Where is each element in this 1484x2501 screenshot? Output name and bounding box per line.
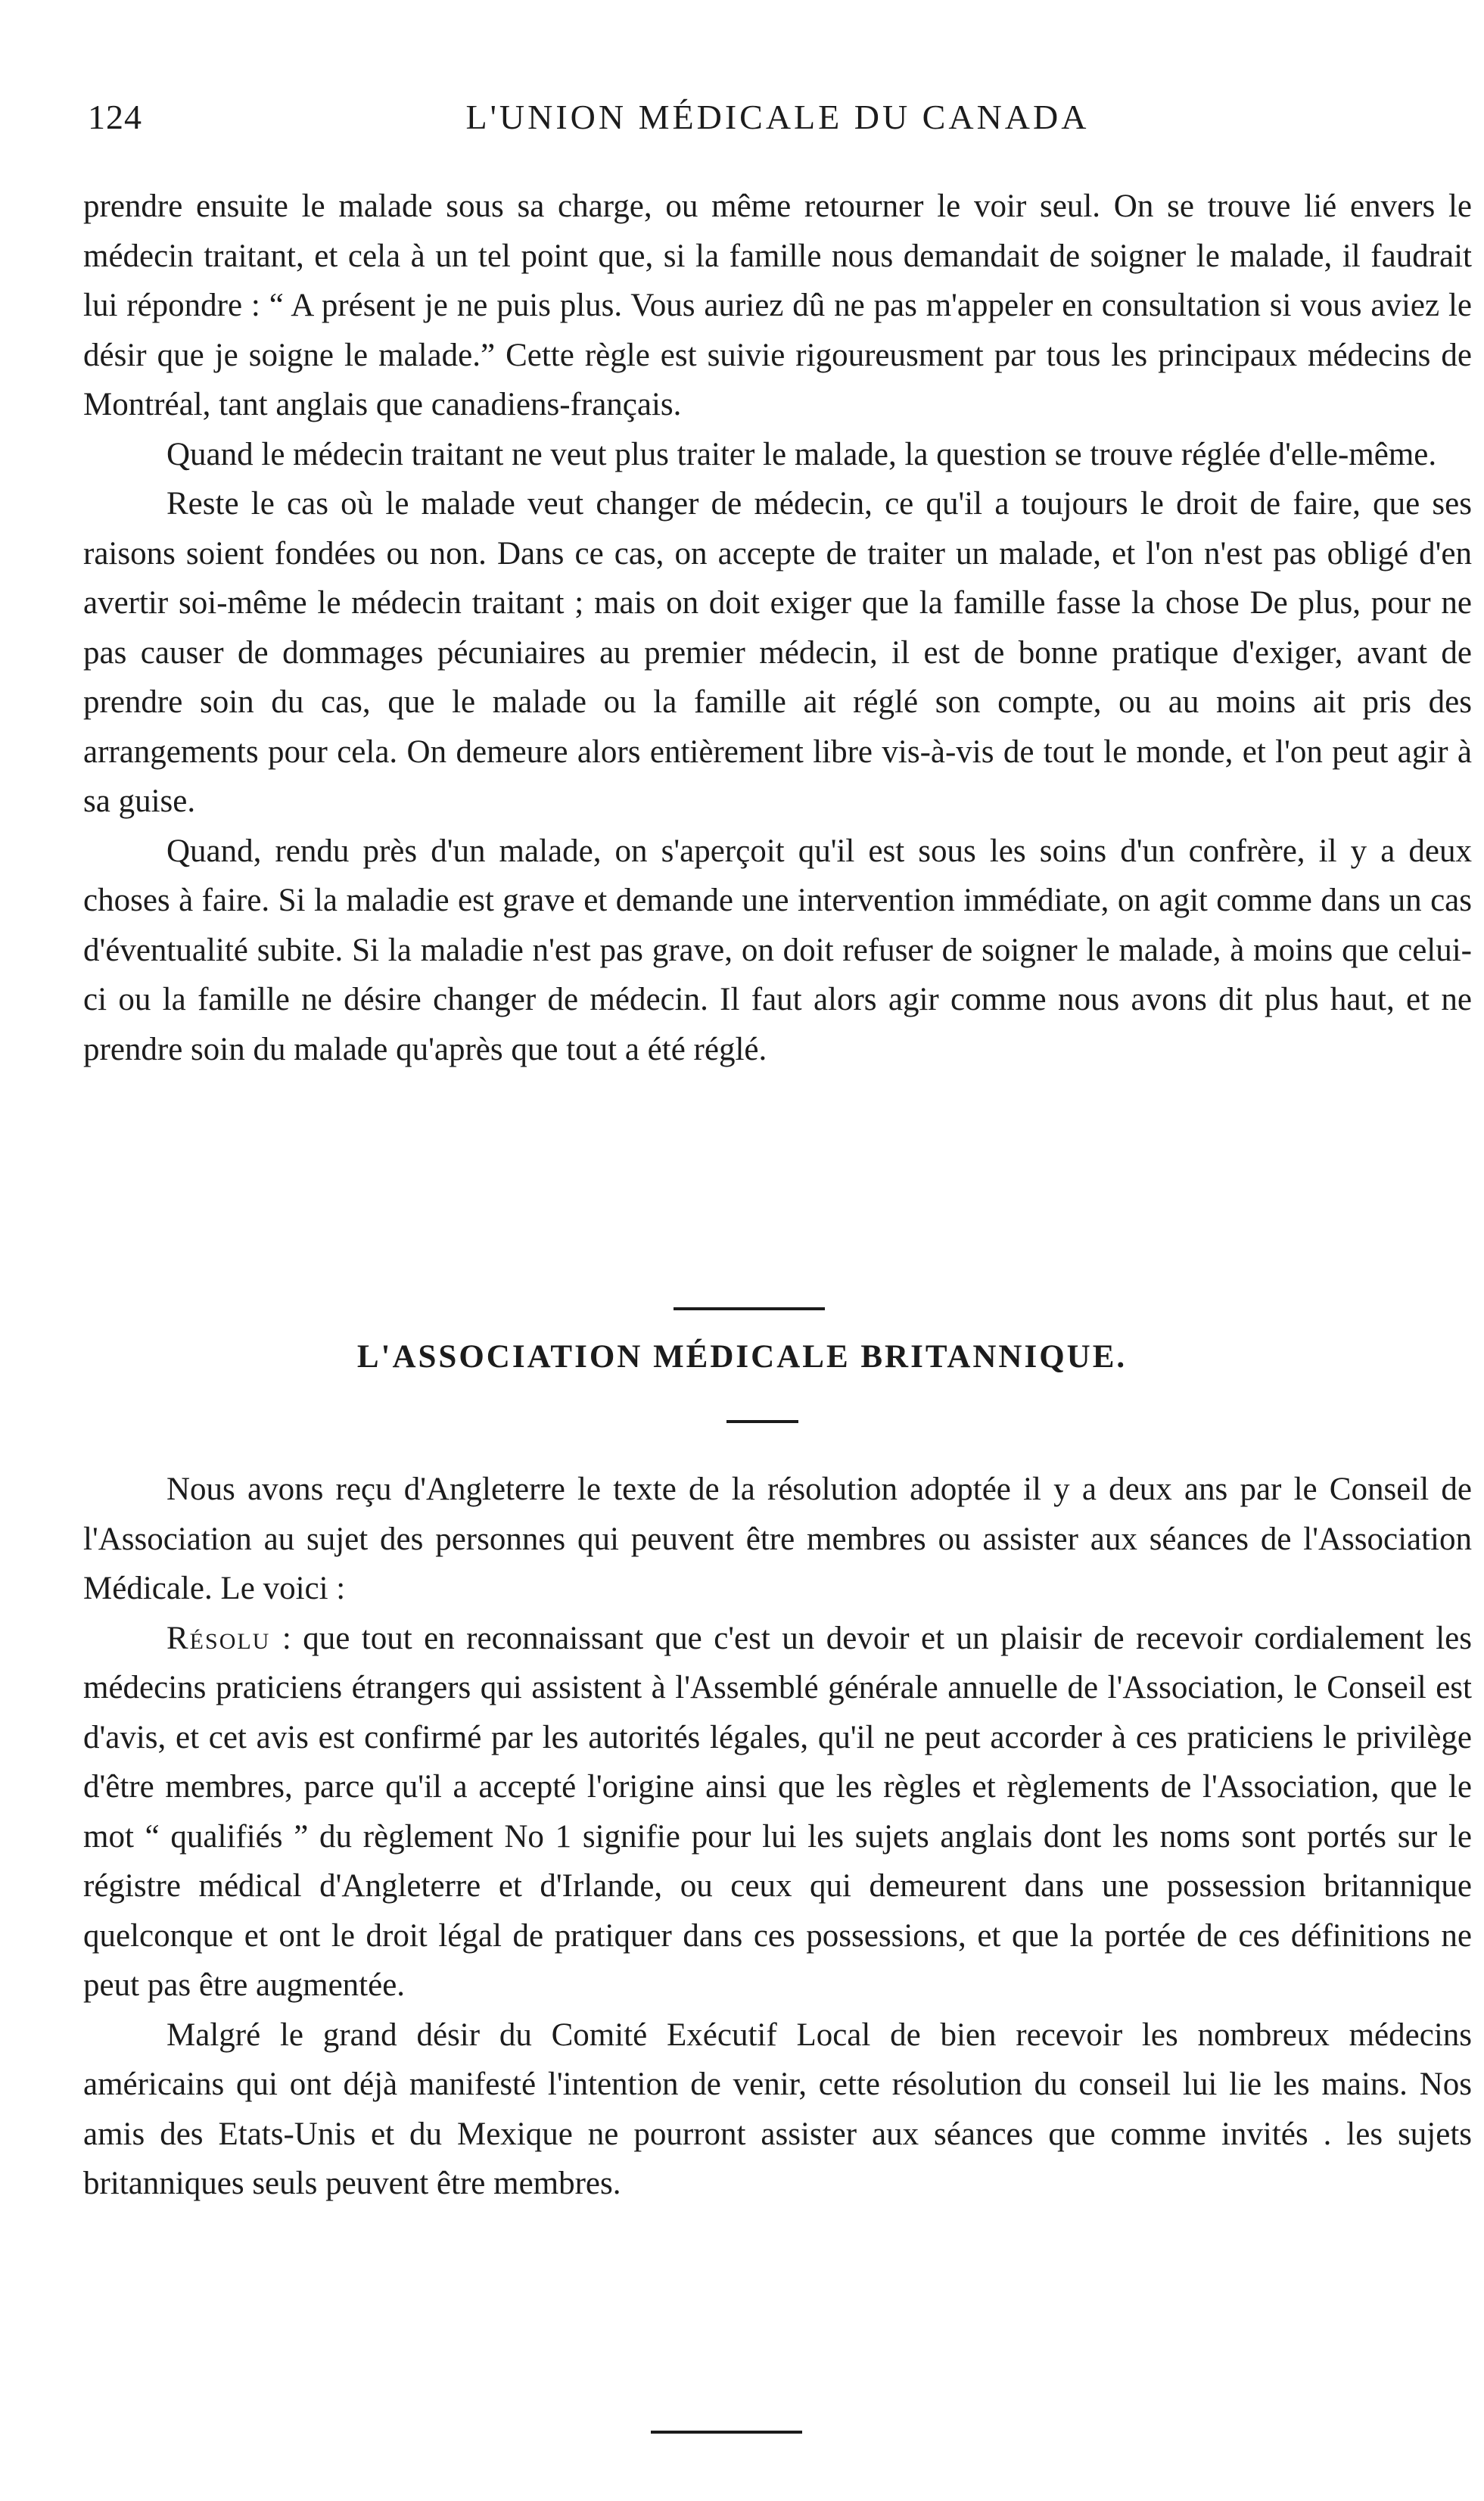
page-header <box>83 97 1472 150</box>
article-continuation <box>83 182 1472 1074</box>
section-title: L'ASSOCIATION MÉDICALE BRITANNIQUE. <box>356 1339 1128 1375</box>
paragraph-1: prendre ensuite le malade sous sa charge, ou même retourner le voir seul. On se trouve lié envers le médecin traitant, et cela à un tel point que, si la famille nous demandait de soigner le malade, il faudrait lui répondre : “ A présent je ne puis plus. Vous auriez dû ne pas m'appeler en consultation si vous aviez le désir que je soigne le malade.” Cette règle est suivie rigoureusment par tous les principaux médecins de Montréal, tant anglais que canadiens-français. <box>83 188 1472 422</box>
resolution-text: : que tout en reconnaissant que c'est un devoir et un plaisir de recevoir cordialement les médecins praticiens étrangers qui assistent à l'Assemblé générale annuelle de l'Association, le Conseil est d'avis, et cet avis est confirmé par les autorités légales, qu'il ne peut accorder à ces praticiens le privilège d'être membres, parce qu'il a accepté l'origine ainsi que les règles et règlements de l'Association, que le mot “ qualifiés ” du règlement No 1 signifie pour lui les sujets anglais dont les noms sont portés sur le régistre médical d'Angleterre et d'Irlande, ou ceux qui demeurent dans une possession britannique quelconque et ont le droit légal de pratiquer dans ces possessions, et que la portée de ces définitions ne peut pas être augmentée. <box>83 1620 1472 2003</box>
end-rule <box>651 2431 802 2434</box>
association-article <box>83 1465 1472 2209</box>
section-divider-rule <box>674 1307 825 1310</box>
resolution-label: Résolu <box>166 1620 271 1656</box>
closing-paragraph: Malgré le grand désir du Comité Exécutif Local de bien recevoir les nombreux médecins américains qui ont déjà manifesté l'intention de venir, cette résolution du conseil lui lie les mains. Nos amis des Etats-Unis et du Mexique ne pourront assister aux séances que comme invités . les sujets britanniques seuls peuvent être membres. <box>83 2017 1472 2201</box>
running-head: L'UNION MÉDICALE DU CANADA <box>465 98 1090 136</box>
paragraph-3: Reste le cas où le malade veut changer de médecin, ce qu'il a toujours le droit de faire, que ses raisons soient fondées ou non. Dans ce cas, on accepte de traiter un malade, et l'on n'est pas obligé d'en avertir soi-même le médecin traitant ; mais on doit exiger que la famille fasse la chose De plus, pour ne pas causer de dommages pécuniaires au premier médecin, il est de bonne pratique d'exiger, avant de prendre soin du cas, que le malade ou la famille ait réglé son compte, ou au moins ait pris des arrangements pour cela. On demeure alors entièrement libre vis-à-vis de tout le monde, et l'on peut agir à sa guise. <box>83 486 1472 819</box>
intro-paragraph: Nous avons reçu d'Angleterre le texte de la résolution adoptée il y a deux ans par le Conseil de l'Association au sujet des personnes qui peuvent être membres ou assister aux séances de l'Association Médicale. Le voici : <box>83 1472 1472 1606</box>
page-number: 124 <box>88 98 142 136</box>
paragraph-4: Quand, rendu près d'un malade, on s'aperçoit qu'il est sous les soins d'un confrère, il y a deux choses à faire. Si la maladie est grave et demande une intervention immédiate, on agit comme dans un cas d'éventualité subite. Si la maladie n'est pas grave, on doit refuser de soigner le malade, à moins que celui-ci ou la famille ne désire changer de médecin. Il faut alors agir comme nous avons dit plus haut, et ne prendre soin du malade qu'après que tout a été réglé. <box>83 833 1472 1067</box>
title-underline-rule <box>726 1420 798 1423</box>
paragraph-2: Quand le médecin traitant ne veut plus traiter le malade, la question se trouve réglée d'elle-même. <box>166 436 1437 472</box>
resolution-paragraph <box>83 1614 1472 2010</box>
